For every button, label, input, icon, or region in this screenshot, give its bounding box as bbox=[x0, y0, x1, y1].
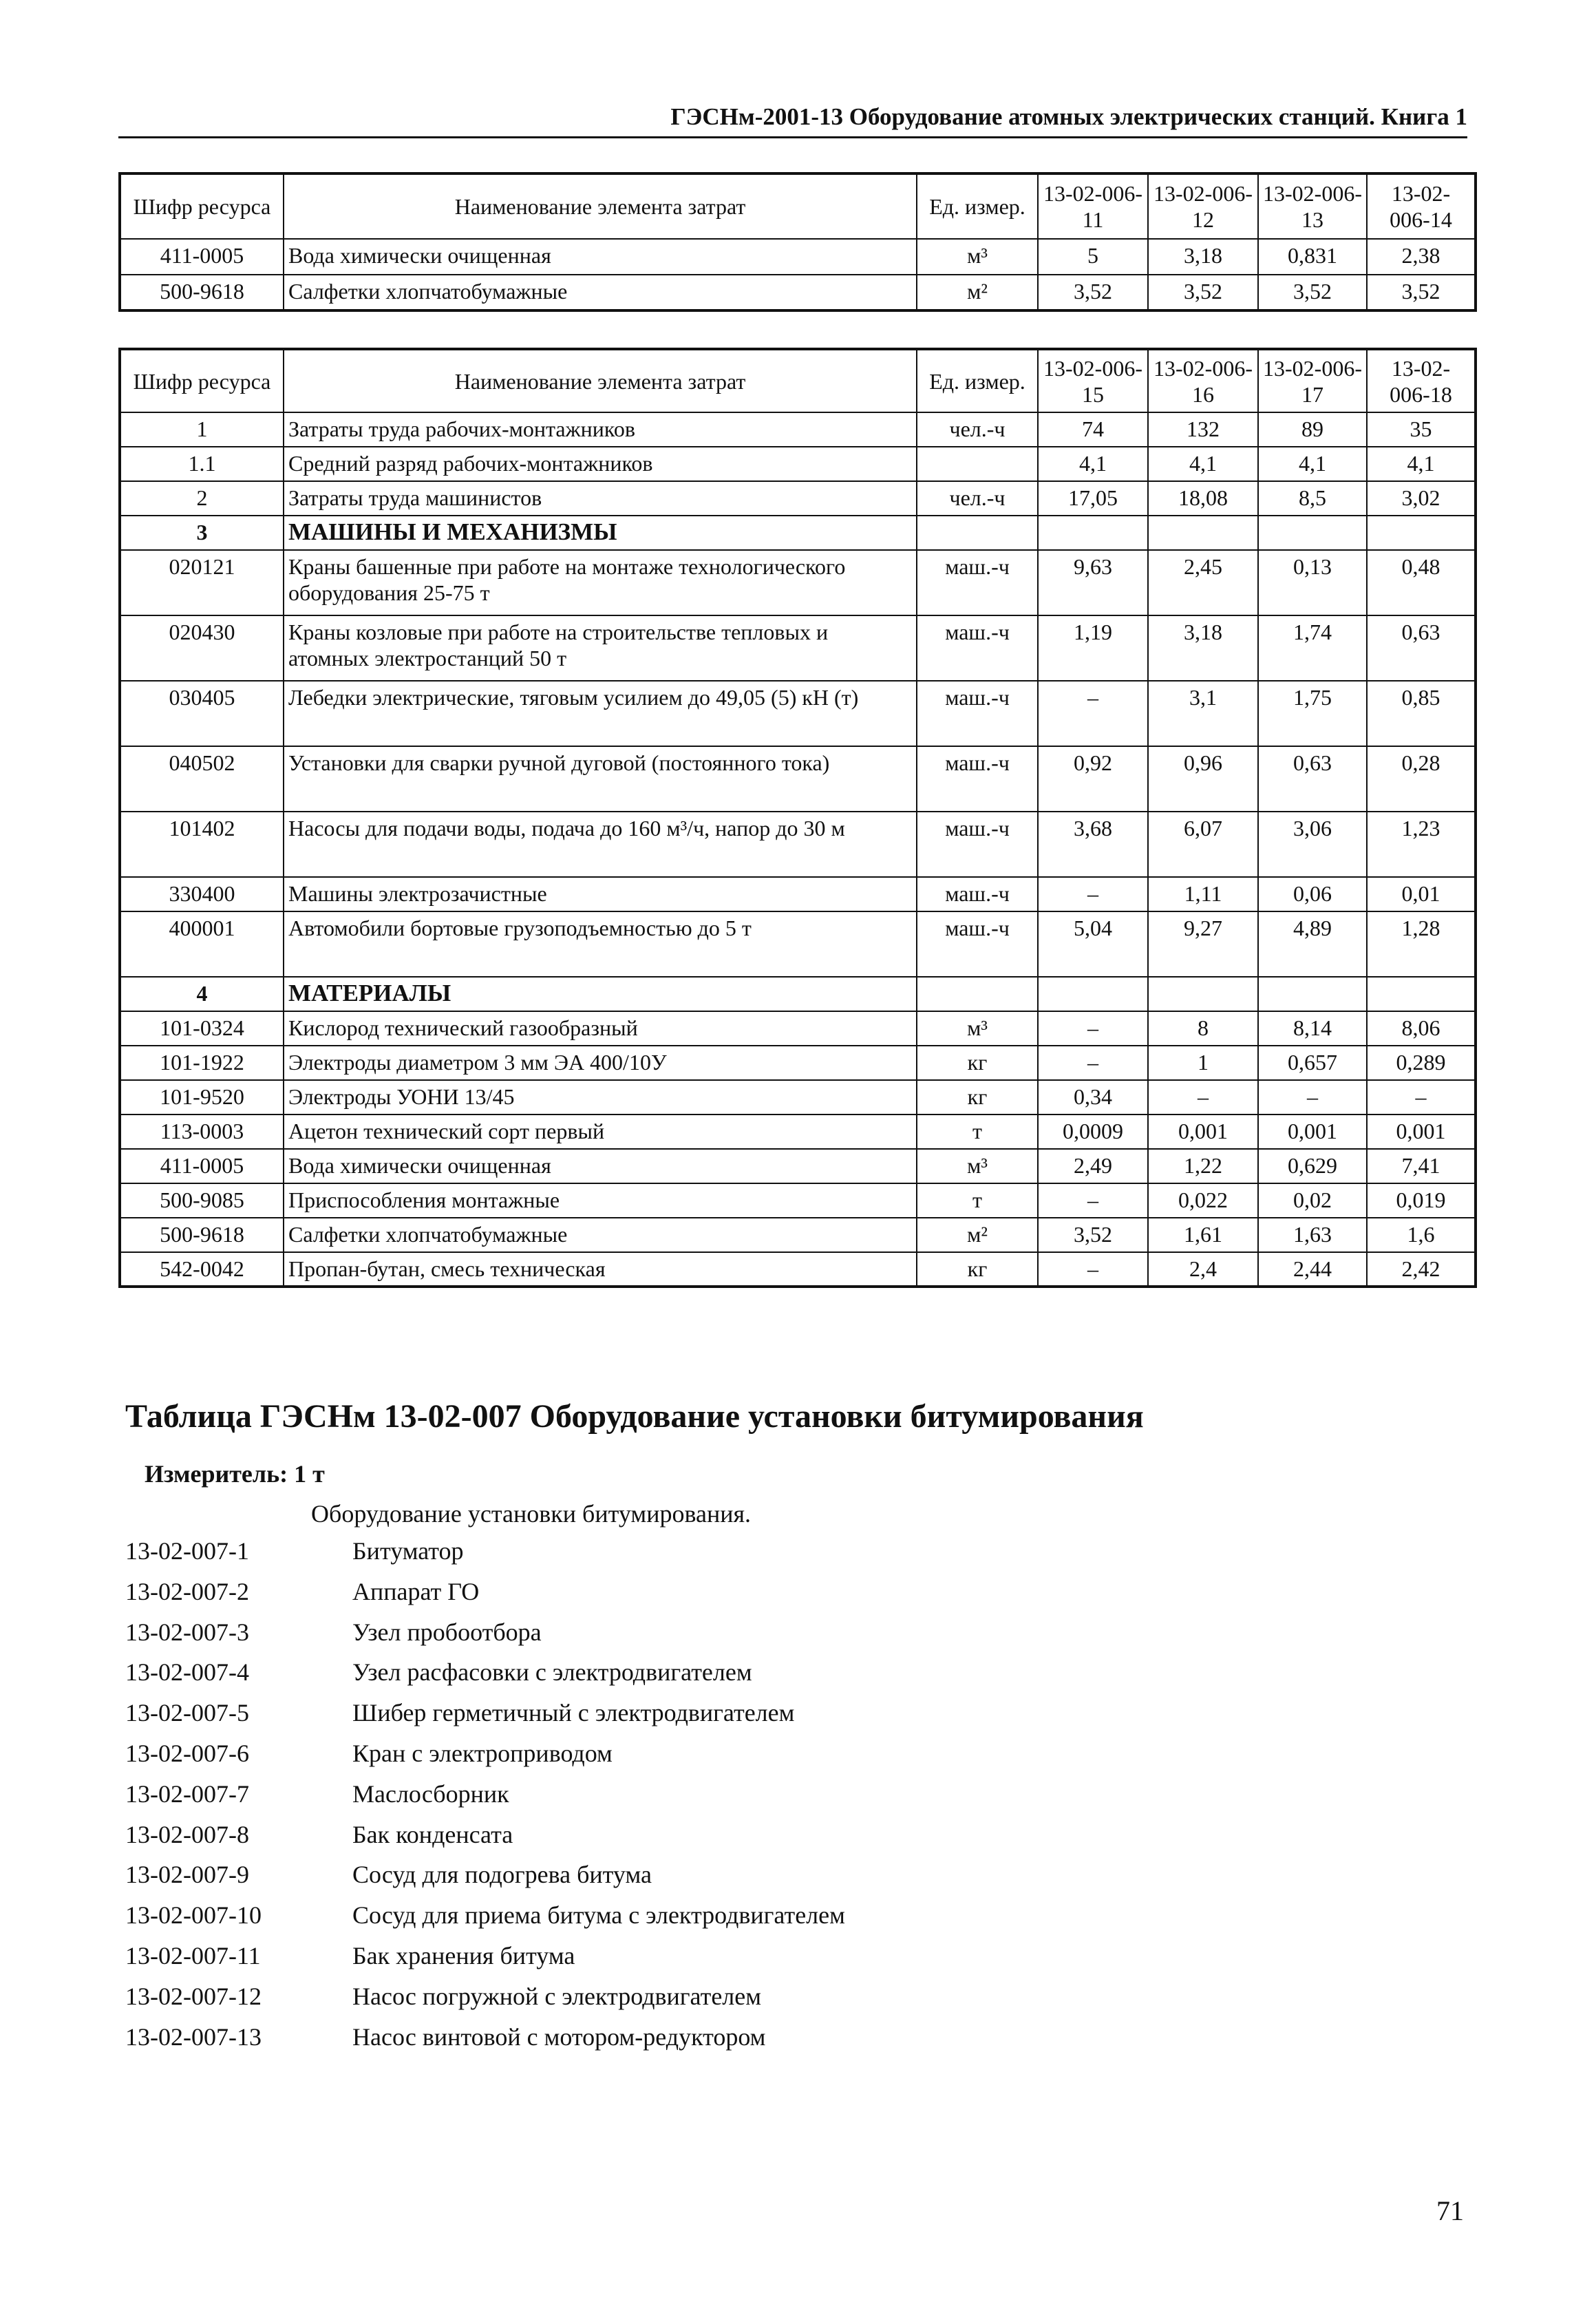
cell-value: 0,34 bbox=[1038, 1080, 1148, 1115]
equipment-item bbox=[125, 1618, 845, 1658]
cell-value: – bbox=[1367, 1080, 1476, 1115]
cell-name: Вода химически очищенная bbox=[284, 1149, 917, 1183]
cell-code: 330400 bbox=[120, 877, 284, 911]
cell-value: 4,1 bbox=[1367, 447, 1476, 481]
cell-value: 5 bbox=[1038, 239, 1148, 275]
cell-code: 500-9085 bbox=[120, 1183, 284, 1218]
cell-name: МАШИНЫ И МЕХАНИЗМЫ bbox=[284, 516, 917, 550]
cell-unit: маш.-ч bbox=[917, 911, 1038, 977]
cell-code: 411-0005 bbox=[120, 1149, 284, 1183]
cell-value: 0,92 bbox=[1038, 746, 1148, 812]
cell-value: 4,1 bbox=[1258, 447, 1367, 481]
equipment-item bbox=[125, 2022, 845, 2063]
cell-name: Пропан-бутан, смесь техническая bbox=[284, 1252, 917, 1287]
cell-value: – bbox=[1148, 1080, 1258, 1115]
cell-value: 7,41 bbox=[1367, 1149, 1476, 1183]
cell-value: 3,18 bbox=[1148, 239, 1258, 275]
cell-name: МАТЕРИАЛЫ bbox=[284, 977, 917, 1011]
cell-value: – bbox=[1038, 1183, 1148, 1218]
cell-value: 35 bbox=[1367, 412, 1476, 447]
header-norm-code: 13-02-006-11 bbox=[1038, 173, 1148, 239]
cell-unit: маш.-ч bbox=[917, 746, 1038, 812]
cell-value: 8,06 bbox=[1367, 1011, 1476, 1046]
cell-value: 8 bbox=[1148, 1011, 1258, 1046]
cell-value: 8,5 bbox=[1258, 481, 1367, 516]
cell-value: 3,18 bbox=[1148, 615, 1258, 681]
equipment-list bbox=[125, 1536, 845, 2062]
equipment-name: Бак хранения битума bbox=[352, 1941, 575, 1969]
equipment-code: 13-02-007-13 bbox=[125, 2022, 262, 2051]
cell-unit bbox=[917, 447, 1038, 481]
cell-unit: кг bbox=[917, 1046, 1038, 1080]
cell-value: 3,06 bbox=[1258, 812, 1367, 877]
cell-value: 1 bbox=[1148, 1046, 1258, 1080]
cell-unit: м³ bbox=[917, 1149, 1038, 1183]
cell-code: 101-1922 bbox=[120, 1046, 284, 1080]
cell-value: 2,38 bbox=[1367, 239, 1476, 275]
cell-unit: чел.-ч bbox=[917, 412, 1038, 447]
cell-value: 6,07 bbox=[1148, 812, 1258, 877]
cell-code: 040502 bbox=[120, 746, 284, 812]
cell-unit: м² bbox=[917, 1218, 1038, 1252]
cell-value: 17,05 bbox=[1038, 481, 1148, 516]
cell-name: Ацетон технический сорт первый bbox=[284, 1115, 917, 1149]
equipment-code: 13-02-007-6 bbox=[125, 1739, 249, 1767]
cell-code: 101-9520 bbox=[120, 1080, 284, 1115]
equipment-name: Кран с электроприводом bbox=[352, 1739, 613, 1767]
cell-name: Электроды УОНИ 13/45 bbox=[284, 1080, 917, 1115]
cell-value bbox=[1367, 516, 1476, 550]
cell-value bbox=[1258, 977, 1367, 1011]
cell-value: 2,45 bbox=[1148, 550, 1258, 615]
header-name: Наименование элемента затрат bbox=[284, 349, 917, 412]
cell-unit: маш.-ч bbox=[917, 681, 1038, 746]
header-norm-code: 13-02-006-13 bbox=[1258, 173, 1367, 239]
header-norm-code: 13-02-006-18 bbox=[1367, 349, 1476, 412]
section-row bbox=[120, 516, 1476, 550]
cell-value: 0,001 bbox=[1258, 1115, 1367, 1149]
cell-value: 0,13 bbox=[1258, 550, 1367, 615]
cell-name: Вода химически очищенная bbox=[284, 239, 917, 275]
table-row bbox=[120, 412, 1476, 447]
cell-value: 0,63 bbox=[1367, 615, 1476, 681]
cell-value: 89 bbox=[1258, 412, 1367, 447]
section-title: Таблица ГЭСНм 13-02-007 Оборудование установки битумирования bbox=[125, 1398, 1144, 1435]
cell-value: 8,14 bbox=[1258, 1011, 1367, 1046]
resource-table-2-body bbox=[120, 349, 1476, 1287]
cell-value: 9,63 bbox=[1038, 550, 1148, 615]
cell-name: Электроды диаметром 3 мм ЭА 400/10У bbox=[284, 1046, 917, 1080]
equipment-name: Маслосборник bbox=[352, 1779, 509, 1808]
equipment-code: 13-02-007-10 bbox=[125, 1901, 262, 1930]
cell-name: Автомобили бортовые грузоподъемностью до 5 т bbox=[284, 911, 917, 977]
cell-value: 1,63 bbox=[1258, 1218, 1367, 1252]
cell-code: 3 bbox=[120, 516, 284, 550]
equipment-name: Сосуд для подогрева битума bbox=[352, 1861, 652, 1889]
cell-value: 4,89 bbox=[1258, 911, 1367, 977]
header-norm-code: 13-02-006-12 bbox=[1148, 173, 1258, 239]
cell-value: 1,6 bbox=[1367, 1218, 1476, 1252]
cell-unit: маш.-ч bbox=[917, 615, 1038, 681]
cell-name: Затраты труда рабочих-монтажников bbox=[284, 412, 917, 447]
cell-value: 0,85 bbox=[1367, 681, 1476, 746]
table-row bbox=[120, 239, 1476, 275]
cell-value: 4,1 bbox=[1148, 447, 1258, 481]
cell-name: Средний разряд рабочих-монтажников bbox=[284, 447, 917, 481]
section-row bbox=[120, 977, 1476, 1011]
equipment-name: Узел расфасовки с электродвигателем bbox=[352, 1658, 752, 1687]
equipment-name: Бак конденсата bbox=[352, 1820, 513, 1848]
cell-value: 4,1 bbox=[1038, 447, 1148, 481]
cell-value: 0,48 bbox=[1367, 550, 1476, 615]
cell-code: 4 bbox=[120, 977, 284, 1011]
equipment-name: Битуматор bbox=[352, 1537, 464, 1565]
cell-value bbox=[1038, 516, 1148, 550]
resource-table-1-body bbox=[120, 173, 1476, 310]
section-measure: Измеритель: 1 т bbox=[145, 1460, 325, 1488]
table-row bbox=[120, 1183, 1476, 1218]
cell-value: 3,68 bbox=[1038, 812, 1148, 877]
cell-code: 113-0003 bbox=[120, 1115, 284, 1149]
resource-table-2 bbox=[118, 348, 1477, 1288]
cell-code: 020430 bbox=[120, 615, 284, 681]
cell-value bbox=[1367, 977, 1476, 1011]
cell-value bbox=[1148, 977, 1258, 1011]
equipment-code: 13-02-007-12 bbox=[125, 1982, 262, 2010]
table-row bbox=[120, 1149, 1476, 1183]
cell-unit: м³ bbox=[917, 1011, 1038, 1046]
cell-code: 542-0042 bbox=[120, 1252, 284, 1287]
table-row bbox=[120, 1080, 1476, 1115]
table-row bbox=[120, 447, 1476, 481]
cell-value: 0,022 bbox=[1148, 1183, 1258, 1218]
cell-value bbox=[1148, 516, 1258, 550]
cell-code: 1 bbox=[120, 412, 284, 447]
header-norm-code: 13-02-006-17 bbox=[1258, 349, 1367, 412]
cell-value: 3,02 bbox=[1367, 481, 1476, 516]
equipment-code: 13-02-007-2 bbox=[125, 1577, 249, 1605]
cell-value: 0,657 bbox=[1258, 1046, 1367, 1080]
header-code: Шифр ресурса bbox=[120, 349, 284, 412]
table-row bbox=[120, 1011, 1476, 1046]
cell-code: 101-0324 bbox=[120, 1011, 284, 1046]
cell-value: 132 bbox=[1148, 412, 1258, 447]
cell-unit: м² bbox=[917, 275, 1038, 310]
equipment-name: Насос погружной с электродвигателем bbox=[352, 1982, 762, 2010]
page-number: 71 bbox=[1436, 2195, 1464, 2226]
cell-value: 0,06 bbox=[1258, 877, 1367, 911]
header-norm-code: 13-02-006-15 bbox=[1038, 349, 1148, 412]
equipment-item bbox=[125, 1577, 845, 1618]
cell-value: 5,04 bbox=[1038, 911, 1148, 977]
header-name: Наименование элемента затрат bbox=[284, 173, 917, 239]
table-row bbox=[120, 275, 1476, 310]
cell-value: 18,08 bbox=[1148, 481, 1258, 516]
table-header-row bbox=[120, 349, 1476, 412]
cell-value: 0,019 bbox=[1367, 1183, 1476, 1218]
equipment-code: 13-02-007-7 bbox=[125, 1779, 249, 1808]
cell-value: 0,96 bbox=[1148, 746, 1258, 812]
header-unit: Ед. измер. bbox=[917, 173, 1038, 239]
cell-code: 101402 bbox=[120, 812, 284, 877]
equipment-item bbox=[125, 1536, 845, 1577]
equipment-name: Шибер герметичный с электродвигателем bbox=[352, 1699, 795, 1727]
cell-unit: м³ bbox=[917, 239, 1038, 275]
table-row bbox=[120, 746, 1476, 812]
equipment-item bbox=[125, 1982, 845, 2022]
cell-value: 0,001 bbox=[1367, 1115, 1476, 1149]
cell-value: 1,19 bbox=[1038, 615, 1148, 681]
equipment-name: Сосуд для приема битума с электродвигателем bbox=[352, 1901, 845, 1930]
equipment-name: Насос винтовой с мотором-редуктором bbox=[352, 2022, 766, 2051]
cell-value: 1,22 bbox=[1148, 1149, 1258, 1183]
table-header-row bbox=[120, 173, 1476, 239]
cell-code: 400001 bbox=[120, 911, 284, 977]
header-code: Шифр ресурса bbox=[120, 173, 284, 239]
cell-value: 1,61 bbox=[1148, 1218, 1258, 1252]
header-norm-code: 13-02-006-16 bbox=[1148, 349, 1258, 412]
equipment-item bbox=[125, 1739, 845, 1779]
equipment-item bbox=[125, 1941, 845, 1982]
cell-value: 0,63 bbox=[1258, 746, 1367, 812]
cell-value: – bbox=[1038, 1011, 1148, 1046]
cell-name: Затраты труда машинистов bbox=[284, 481, 917, 516]
equipment-name: Узел пробоотбора bbox=[352, 1618, 542, 1646]
cell-value: 2,42 bbox=[1367, 1252, 1476, 1287]
equipment-code: 13-02-007-5 bbox=[125, 1699, 249, 1727]
cell-value: 1,75 bbox=[1258, 681, 1367, 746]
cell-name: Краны башенные при работе на монтаже технологического оборудования 25-75 т bbox=[284, 550, 917, 615]
equipment-name: Аппарат ГО bbox=[352, 1577, 480, 1605]
cell-name: Установки для сварки ручной дуговой (постоянного тока) bbox=[284, 746, 917, 812]
cell-unit: кг bbox=[917, 1252, 1038, 1287]
cell-unit bbox=[917, 977, 1038, 1011]
cell-name: Насосы для подачи воды, подача до 160 м³/ч, напор до 30 м bbox=[284, 812, 917, 877]
cell-code: 411-0005 bbox=[120, 239, 284, 275]
cell-value bbox=[1038, 977, 1148, 1011]
table-row bbox=[120, 812, 1476, 877]
cell-value: 3,52 bbox=[1367, 275, 1476, 310]
cell-unit bbox=[917, 516, 1038, 550]
section-intro: Оборудование установки битумирования. bbox=[311, 1500, 752, 1528]
cell-code: 2 bbox=[120, 481, 284, 516]
equipment-code: 13-02-007-3 bbox=[125, 1618, 249, 1646]
cell-value: 2,44 bbox=[1258, 1252, 1367, 1287]
table-row bbox=[120, 550, 1476, 615]
cell-value: 0,001 bbox=[1148, 1115, 1258, 1149]
cell-name: Салфетки хлопчатобумажные bbox=[284, 275, 917, 310]
cell-value: 3,52 bbox=[1148, 275, 1258, 310]
table-row bbox=[120, 911, 1476, 977]
cell-value: 1,28 bbox=[1367, 911, 1476, 977]
page-header bbox=[118, 102, 1467, 138]
table-row bbox=[120, 481, 1476, 516]
equipment-item bbox=[125, 1901, 845, 1941]
cell-unit: чел.-ч bbox=[917, 481, 1038, 516]
cell-value: – bbox=[1038, 1252, 1148, 1287]
table-row bbox=[120, 1218, 1476, 1252]
cell-value: – bbox=[1038, 1046, 1148, 1080]
cell-name: Салфетки хлопчатобумажные bbox=[284, 1218, 917, 1252]
cell-value: – bbox=[1038, 877, 1148, 911]
cell-value: 3,1 bbox=[1148, 681, 1258, 746]
equipment-code: 13-02-007-8 bbox=[125, 1820, 249, 1848]
table-row bbox=[120, 1046, 1476, 1080]
cell-name: Машины электрозачистные bbox=[284, 877, 917, 911]
cell-value: – bbox=[1038, 681, 1148, 746]
table-row bbox=[120, 1252, 1476, 1287]
cell-value: 1,23 bbox=[1367, 812, 1476, 877]
table-row bbox=[120, 681, 1476, 746]
equipment-item bbox=[125, 1860, 845, 1901]
cell-code: 1.1 bbox=[120, 447, 284, 481]
cell-value: 3,52 bbox=[1038, 1218, 1148, 1252]
cell-unit: маш.-ч bbox=[917, 550, 1038, 615]
cell-name: Краны козловые при работе на строительстве тепловых и атомных электростанций 50 т bbox=[284, 615, 917, 681]
cell-unit: т bbox=[917, 1115, 1038, 1149]
cell-name: Приспособления монтажные bbox=[284, 1183, 917, 1218]
equipment-item bbox=[125, 1779, 845, 1820]
cell-name: Лебедки электрические, тяговым усилием до 49,05 (5) кН (т) bbox=[284, 681, 917, 746]
cell-value: 0,28 bbox=[1367, 746, 1476, 812]
cell-code: 020121 bbox=[120, 550, 284, 615]
cell-value: 1,74 bbox=[1258, 615, 1367, 681]
cell-value: 3,52 bbox=[1258, 275, 1367, 310]
cell-code: 500-9618 bbox=[120, 1218, 284, 1252]
equipment-code: 13-02-007-4 bbox=[125, 1658, 249, 1687]
cell-value: 74 bbox=[1038, 412, 1148, 447]
cell-unit: т bbox=[917, 1183, 1038, 1218]
table-row bbox=[120, 1115, 1476, 1149]
header-unit: Ед. измер. bbox=[917, 349, 1038, 412]
cell-value: 9,27 bbox=[1148, 911, 1258, 977]
cell-value bbox=[1258, 516, 1367, 550]
cell-unit: кг bbox=[917, 1080, 1038, 1115]
equipment-item bbox=[125, 1658, 845, 1698]
equipment-item bbox=[125, 1820, 845, 1861]
page-header-title: ГЭСНм-2001-13 Оборудование атомных электрических станций. Книга 1 bbox=[670, 103, 1467, 130]
equipment-code: 13-02-007-1 bbox=[125, 1537, 249, 1565]
cell-value: 0,289 bbox=[1367, 1046, 1476, 1080]
cell-value: 0,02 bbox=[1258, 1183, 1367, 1218]
cell-value: – bbox=[1258, 1080, 1367, 1115]
table-row bbox=[120, 877, 1476, 911]
table-row bbox=[120, 615, 1476, 681]
cell-value: 0,0009 bbox=[1038, 1115, 1148, 1149]
equipment-code: 13-02-007-9 bbox=[125, 1861, 249, 1889]
header-norm-code: 13-02-006-14 bbox=[1367, 173, 1476, 239]
cell-unit: маш.-ч bbox=[917, 812, 1038, 877]
cell-value: 0,831 bbox=[1258, 239, 1367, 275]
cell-unit: маш.-ч bbox=[917, 877, 1038, 911]
cell-name: Кислород технический газообразный bbox=[284, 1011, 917, 1046]
cell-value: 3,52 bbox=[1038, 275, 1148, 310]
equipment-code: 13-02-007-11 bbox=[125, 1941, 261, 1969]
cell-value: 1,11 bbox=[1148, 877, 1258, 911]
cell-value: 0,629 bbox=[1258, 1149, 1367, 1183]
cell-value: 2,49 bbox=[1038, 1149, 1148, 1183]
resource-table-1 bbox=[118, 172, 1477, 312]
cell-code: 030405 bbox=[120, 681, 284, 746]
cell-code: 500-9618 bbox=[120, 275, 284, 310]
cell-value: 0,01 bbox=[1367, 877, 1476, 911]
cell-value: 2,4 bbox=[1148, 1252, 1258, 1287]
equipment-item bbox=[125, 1698, 845, 1739]
